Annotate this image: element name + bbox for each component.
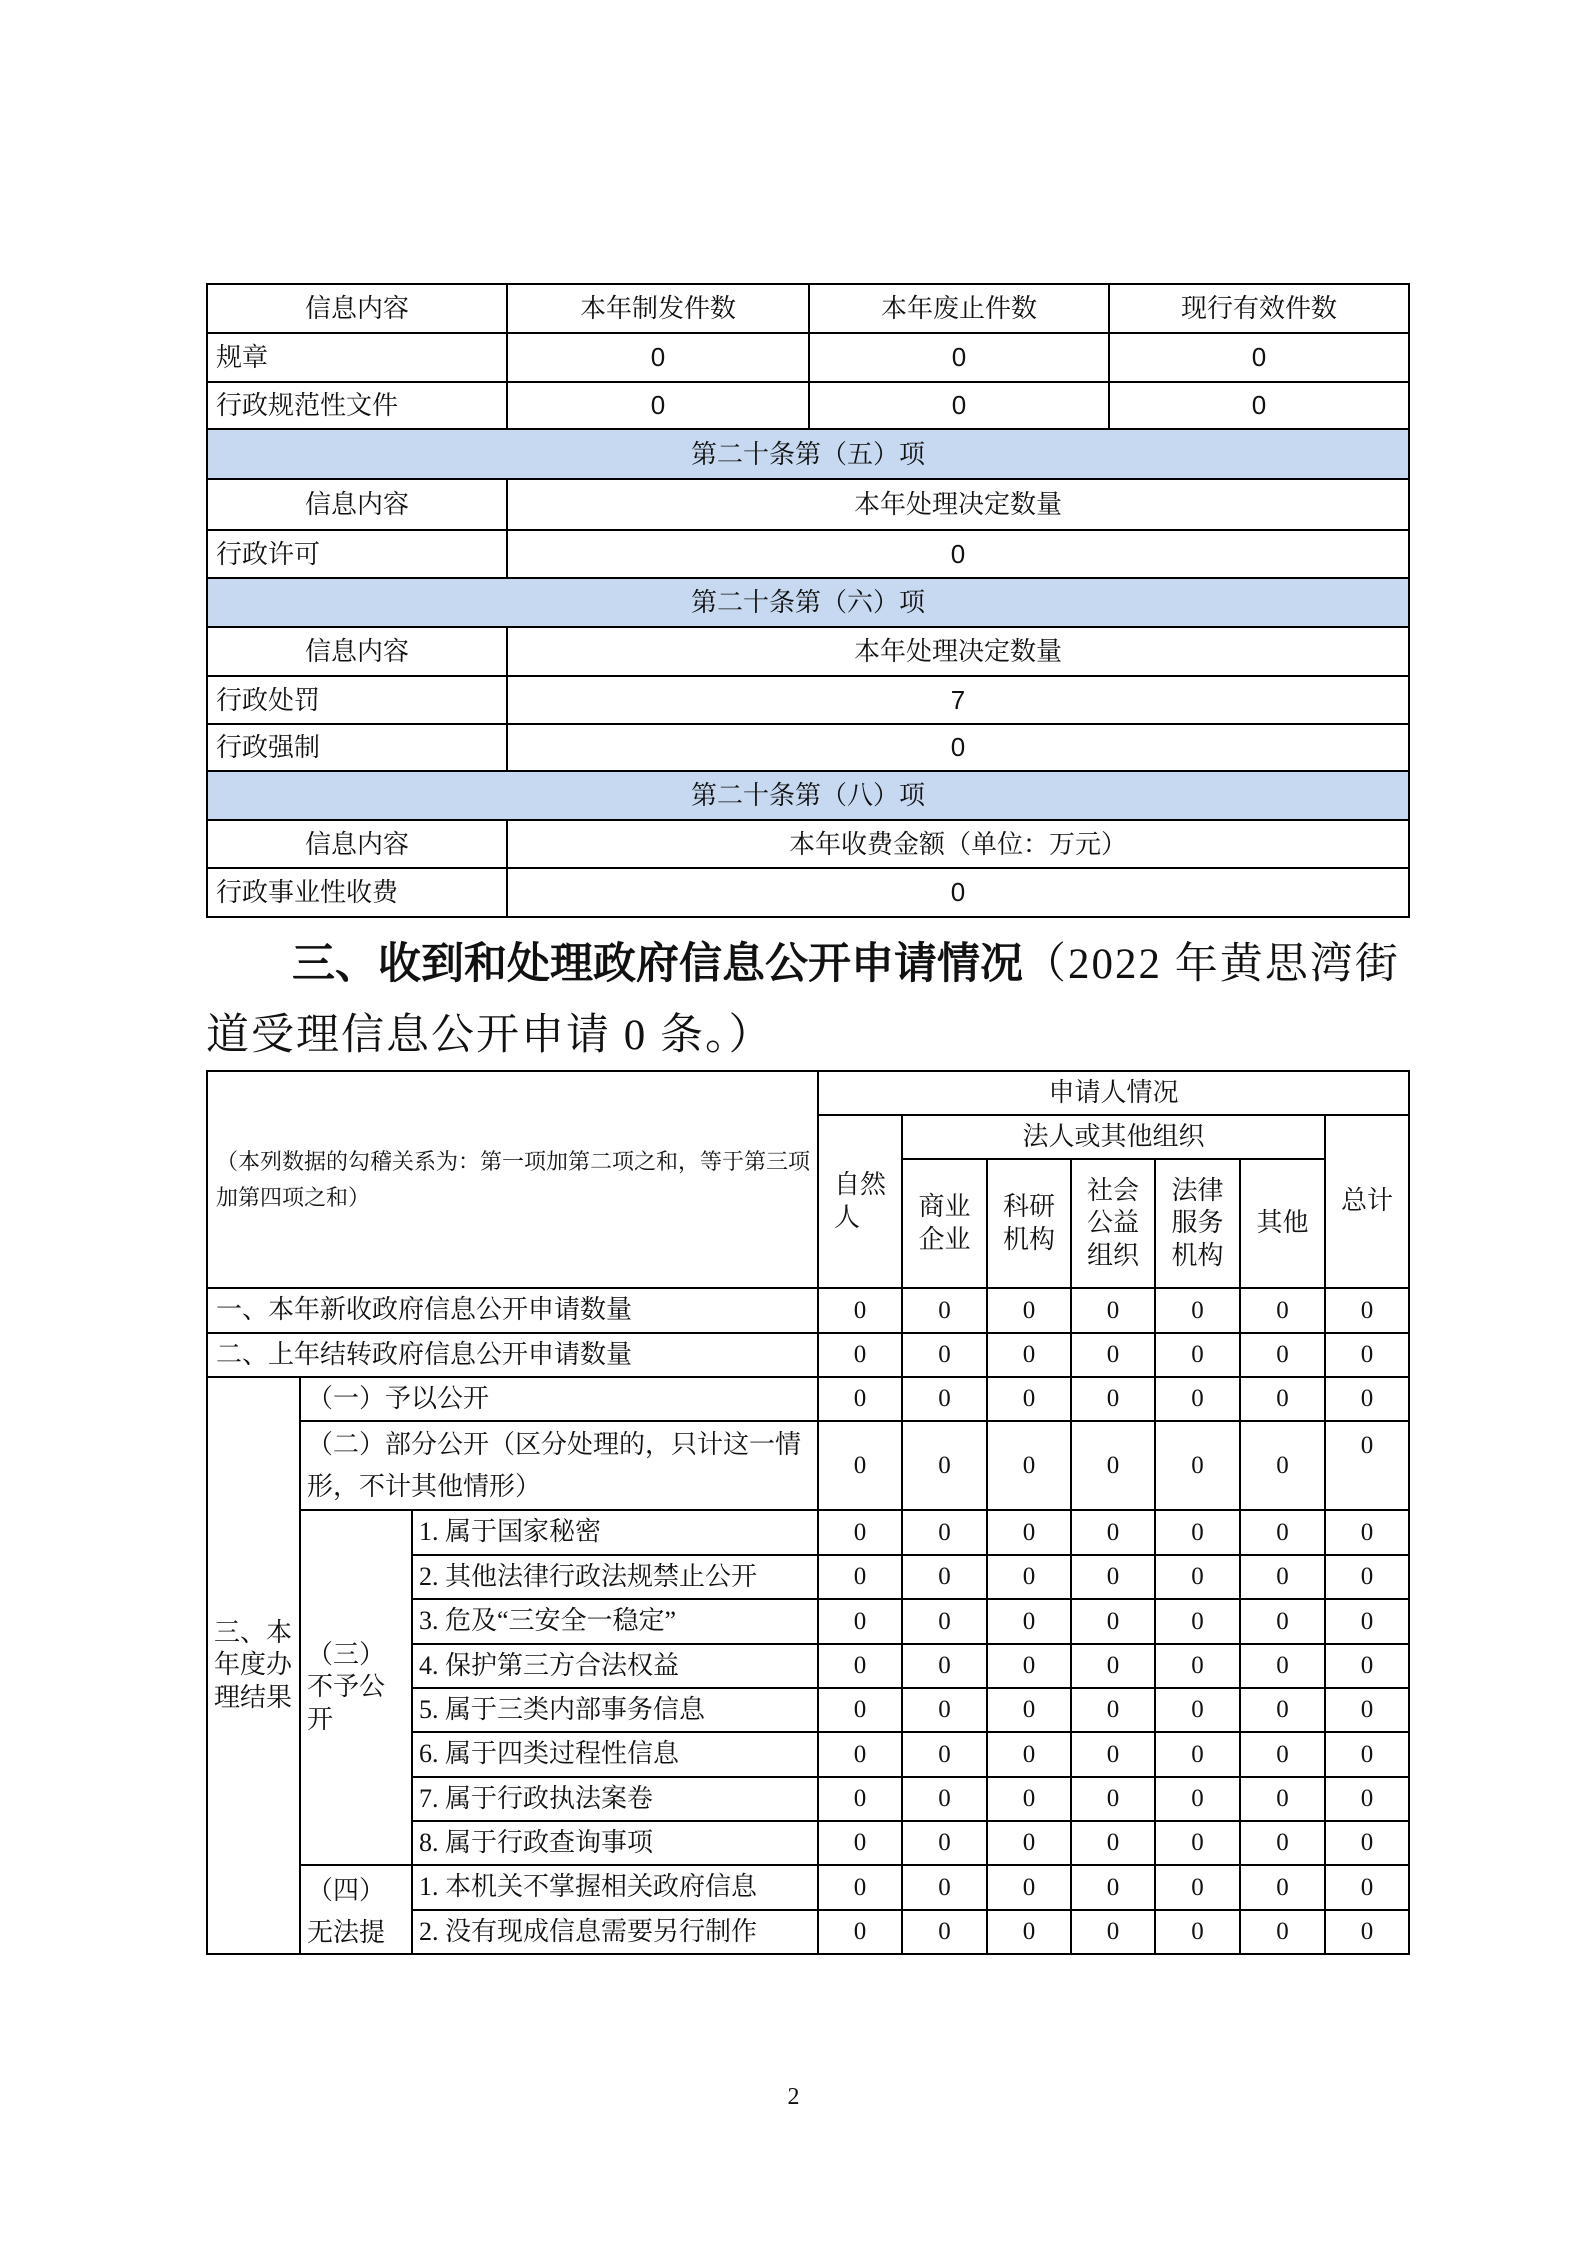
table-row <box>207 1510 1409 1555</box>
table-row <box>207 1421 1409 1510</box>
row-label: （一）予以公开 <box>300 1377 818 1421</box>
cell-value: 0 <box>1325 1865 1409 1910</box>
checksum-note: （本列数据的勾稽关系为：第一项加第二项之和，等于第三项加第四项之和） <box>207 1071 818 1288</box>
disclosure-requests-table <box>206 1070 1410 1955</box>
cell-value: 0 <box>1325 1421 1409 1510</box>
org-header: 法人或其他组织 <box>902 1115 1325 1159</box>
section-heading-note-part1: （2022 年黄思湾街 <box>1023 941 1400 988</box>
row-label: 8. 属于行政查询事项 <box>412 1821 818 1865</box>
cell-value: 0 <box>1155 1333 1240 1377</box>
cell-value: 0 <box>1109 333 1409 382</box>
table-row <box>207 1333 1409 1377</box>
cell-value: 0 <box>902 1865 987 1910</box>
cell-value: 0 <box>1071 1377 1155 1421</box>
row-label: 行政处罚 <box>207 676 507 724</box>
cell-value: 0 <box>809 382 1109 429</box>
cell-value: 0 <box>1071 1421 1155 1510</box>
section-title: 第二十条第（六）项 <box>207 578 1409 627</box>
cell-value: 0 <box>1240 1333 1325 1377</box>
section-header-row <box>207 479 1409 530</box>
header-repealed-count: 本年废止件数 <box>809 284 1109 333</box>
cell-value: 0 <box>1325 1377 1409 1421</box>
header-legal-services-label: 法律服务机构 <box>1171 1175 1224 1270</box>
cell-value: 0 <box>1071 1910 1155 1955</box>
table1-header-row <box>207 284 1409 333</box>
cell-value: 0 <box>818 1777 902 1821</box>
table-row <box>207 1288 1409 1333</box>
header-business <box>902 1159 987 1288</box>
row-label: 6. 属于四类过程性信息 <box>412 1732 818 1777</box>
cell-value: 0 <box>1071 1688 1155 1732</box>
table-row <box>207 676 1409 724</box>
row-label: 行政规范性文件 <box>207 382 507 429</box>
row-label: 2. 没有现成信息需要另行制作 <box>412 1910 818 1955</box>
cell-value: 0 <box>818 1821 902 1865</box>
cell-value: 0 <box>1155 1555 1240 1599</box>
cell-value: 0 <box>987 1777 1071 1821</box>
cell-value: 0 <box>987 1644 1071 1688</box>
header-research-label: 科研机构 <box>1003 1192 1056 1254</box>
no-open-label-text: （三）不予公开 <box>307 1639 386 1734</box>
cell-value: 0 <box>902 1910 987 1955</box>
cell-value: 0 <box>1155 1510 1240 1555</box>
cell-value: 0 <box>1325 1910 1409 1955</box>
cell-value: 0 <box>818 1910 902 1955</box>
row-label: 行政强制 <box>207 724 507 771</box>
cell-value: 0 <box>1155 1865 1240 1910</box>
section-heading-line2 <box>206 1000 1408 1072</box>
cell-value: 0 <box>902 1421 987 1510</box>
cell-value: 0 <box>987 1510 1071 1555</box>
cell-value: 0 <box>818 1333 902 1377</box>
cell-value: 0 <box>1155 1821 1240 1865</box>
cell-value: 0 <box>1325 1644 1409 1688</box>
cannot-provide-label <box>300 1865 412 1954</box>
cell-value: 0 <box>1240 1510 1325 1555</box>
row-label: 行政事业性收费 <box>207 868 507 917</box>
header-info-content: 信息内容 <box>207 479 507 530</box>
section-title-row <box>207 771 1409 820</box>
no-open-label <box>300 1510 412 1865</box>
cell-value: 0 <box>987 1821 1071 1865</box>
cell-value: 0 <box>1155 1688 1240 1732</box>
cell-value: 0 <box>1071 1732 1155 1777</box>
cell-value: 0 <box>1325 1288 1409 1333</box>
cell-value: 0 <box>1325 1688 1409 1732</box>
cell-value: 0 <box>1325 1599 1409 1644</box>
header-public-welfare-label: 社会公益组织 <box>1087 1175 1140 1270</box>
table-row <box>207 382 1409 429</box>
cell-value: 0 <box>902 1377 987 1421</box>
cell-value: 0 <box>507 724 1409 771</box>
cell-value: 0 <box>1240 1910 1325 1955</box>
cell-value: 0 <box>1155 1421 1240 1510</box>
section-title: 第二十条第（五）项 <box>207 429 1409 479</box>
header-legal-services <box>1155 1159 1240 1288</box>
cell-value: 0 <box>1240 1821 1325 1865</box>
cell-value: 0 <box>1240 1644 1325 1688</box>
cell-value: 0 <box>987 1555 1071 1599</box>
cell-value: 0 <box>1240 1421 1325 1510</box>
cell-value: 0 <box>987 1732 1071 1777</box>
cell-value: 0 <box>902 1732 987 1777</box>
cell-value: 0 <box>902 1644 987 1688</box>
cell-value: 0 <box>987 1377 1071 1421</box>
header-issued-count: 本年制发件数 <box>507 284 809 333</box>
cannot-provide-label-text: （四）无法提 <box>307 1876 386 1947</box>
row-label: 一、本年新收政府信息公开申请数量 <box>207 1288 818 1333</box>
cell-value: 0 <box>1240 1377 1325 1421</box>
cell-value: 0 <box>1155 1377 1240 1421</box>
header-info-content: 信息内容 <box>207 284 507 333</box>
cell-value: 0 <box>818 1644 902 1688</box>
cell-value: 0 <box>507 382 809 429</box>
row-label: 1. 属于国家秘密 <box>412 1510 818 1555</box>
regulatory-documents-table <box>206 283 1410 918</box>
cell-value: 0 <box>507 530 1409 578</box>
cell-value: 0 <box>507 333 809 382</box>
cell-value: 0 <box>1240 1599 1325 1644</box>
cell-value: 0 <box>1240 1732 1325 1777</box>
cell-value: 0 <box>902 1821 987 1865</box>
row-label: 7. 属于行政执法案卷 <box>412 1777 818 1821</box>
cell-value: 0 <box>987 1333 1071 1377</box>
cell-value: 0 <box>1109 382 1409 429</box>
cell-value: 0 <box>902 1777 987 1821</box>
cell-value: 0 <box>987 1688 1071 1732</box>
cell-value: 0 <box>987 1865 1071 1910</box>
row-label: （二）部分公开（区分处理的，只计这一情形，不计其他情形） <box>300 1421 818 1510</box>
cell-value: 0 <box>1325 1510 1409 1555</box>
header-public-welfare <box>1071 1159 1155 1288</box>
cell-value: 0 <box>987 1910 1071 1955</box>
header-business-label: 商业企业 <box>918 1192 971 1254</box>
cell-value: 0 <box>902 1555 987 1599</box>
cell-value: 0 <box>1155 1732 1240 1777</box>
cell-value: 0 <box>818 1377 902 1421</box>
group3-label-text: 三、本年度办理结果 <box>214 1617 293 1712</box>
header-natural-person-label: 自然人 <box>834 1170 887 1232</box>
cell-value: 0 <box>1325 1777 1409 1821</box>
group3-label <box>207 1377 300 1954</box>
cell-value: 0 <box>1071 1555 1155 1599</box>
section-heading-note-part2: 道受理信息公开申请 0 条。） <box>206 1012 774 1059</box>
cell-value: 0 <box>818 1555 902 1599</box>
row-label: 5. 属于三类内部事务信息 <box>412 1688 818 1732</box>
cell-value: 0 <box>902 1288 987 1333</box>
header-fee-amount: 本年收费金额（单位：万元） <box>507 820 1409 868</box>
header-other: 其他 <box>1240 1159 1325 1288</box>
header-info-content: 信息内容 <box>207 820 507 868</box>
row-label: 1. 本机关不掌握相关政府信息 <box>412 1865 818 1910</box>
section-header-row <box>207 820 1409 868</box>
cell-value: 0 <box>1155 1644 1240 1688</box>
section-heading <box>206 928 1408 1001</box>
cell-value: 0 <box>818 1510 902 1555</box>
cell-value: 0 <box>818 1421 902 1510</box>
cell-value: 0 <box>1240 1865 1325 1910</box>
cell-value: 0 <box>902 1599 987 1644</box>
row-label: 二、上年结转政府信息公开申请数量 <box>207 1333 818 1377</box>
header-total: 总计 <box>1325 1115 1409 1288</box>
cell-value: 0 <box>1071 1510 1155 1555</box>
table-row <box>207 724 1409 771</box>
table-row <box>207 1377 1409 1421</box>
section-heading-title: 三、收到和处理政府信息公开申请情况 <box>292 940 1023 988</box>
cell-value: 0 <box>902 1688 987 1732</box>
cell-value: 0 <box>1325 1821 1409 1865</box>
cell-value: 0 <box>1155 1599 1240 1644</box>
cell-value: 7 <box>507 676 1409 724</box>
row-label: 3. 危及“三安全一稳定” <box>412 1599 818 1644</box>
table-row <box>207 868 1409 917</box>
row-label: 2. 其他法律行政法规禁止公开 <box>412 1555 818 1599</box>
cell-value: 0 <box>1155 1910 1240 1955</box>
section-title-row <box>207 578 1409 627</box>
header-research <box>987 1159 1071 1288</box>
cell-value: 0 <box>507 868 1409 917</box>
cell-value: 0 <box>1240 1688 1325 1732</box>
header-valid-count: 现行有效件数 <box>1109 284 1409 333</box>
table2-header-row-1 <box>207 1071 1409 1115</box>
section-title: 第二十条第（八）项 <box>207 771 1409 820</box>
cell-value: 0 <box>1325 1333 1409 1377</box>
cell-value: 0 <box>1155 1288 1240 1333</box>
cell-value: 0 <box>1071 1821 1155 1865</box>
cell-value: 0 <box>1325 1555 1409 1599</box>
cell-value: 0 <box>987 1288 1071 1333</box>
cell-value: 0 <box>1325 1732 1409 1777</box>
table-row <box>207 333 1409 382</box>
page-number: 2 <box>787 2084 800 2110</box>
section-header-row <box>207 627 1409 676</box>
cell-value: 0 <box>809 333 1109 382</box>
cell-value: 0 <box>818 1688 902 1732</box>
header-natural-person <box>818 1115 902 1288</box>
table-row <box>207 1865 1409 1910</box>
cell-value: 0 <box>1071 1644 1155 1688</box>
row-label: 规章 <box>207 333 507 382</box>
row-label: 4. 保护第三方合法权益 <box>412 1644 818 1688</box>
cell-value: 0 <box>1240 1288 1325 1333</box>
cell-value: 0 <box>987 1421 1071 1510</box>
header-decision-count: 本年处理决定数量 <box>507 627 1409 676</box>
cell-value: 0 <box>1071 1333 1155 1377</box>
cell-value: 0 <box>902 1510 987 1555</box>
cell-value: 0 <box>1071 1599 1155 1644</box>
header-decision-count: 本年处理决定数量 <box>507 479 1409 530</box>
cell-value: 0 <box>818 1599 902 1644</box>
header-info-content: 信息内容 <box>207 627 507 676</box>
cell-value: 0 <box>987 1599 1071 1644</box>
cell-value: 0 <box>1155 1777 1240 1821</box>
table-row <box>207 530 1409 578</box>
cell-value: 0 <box>1240 1555 1325 1599</box>
cell-value: 0 <box>1240 1777 1325 1821</box>
row-label: 行政许可 <box>207 530 507 578</box>
cell-value: 0 <box>818 1732 902 1777</box>
cell-value: 0 <box>1071 1777 1155 1821</box>
cell-value: 0 <box>818 1865 902 1910</box>
section-title-row <box>207 429 1409 479</box>
cell-value: 0 <box>902 1333 987 1377</box>
cell-value: 0 <box>1071 1865 1155 1910</box>
applicant-header: 申请人情况 <box>818 1071 1409 1115</box>
cell-value: 0 <box>1071 1288 1155 1333</box>
cell-value: 0 <box>818 1288 902 1333</box>
